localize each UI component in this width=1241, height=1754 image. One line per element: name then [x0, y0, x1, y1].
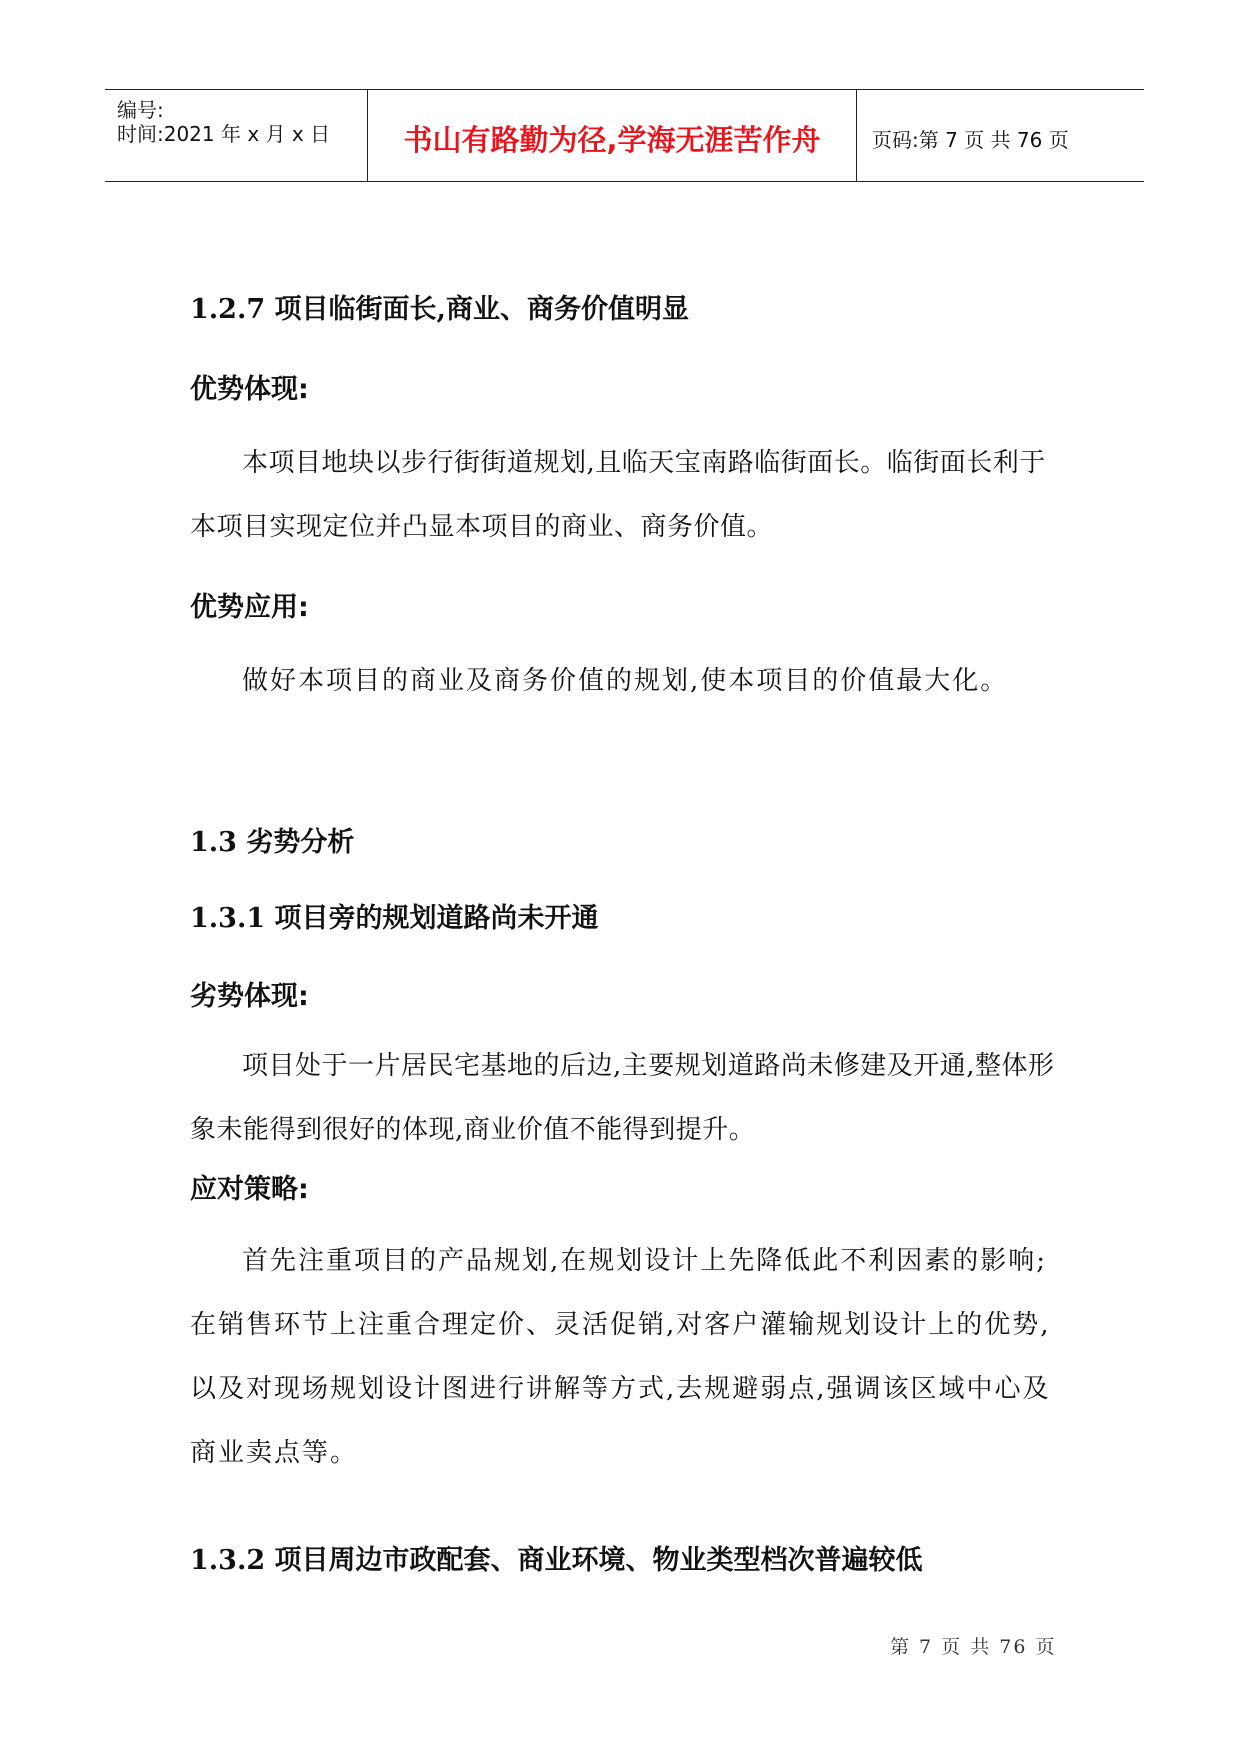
advantage-label: 优势体现: — [190, 374, 309, 405]
application-label: 优势应用: — [190, 592, 309, 623]
section-1-3-2-heading: 1.3.2 项目周边市政配套、商业环境、物业类型档次普遍较低 — [190, 1545, 923, 1576]
time-label: 时间:2021 年 x 月 x 日 — [117, 122, 331, 146]
strategy-label: 应对策略: — [190, 1174, 309, 1205]
disadvantage-label: 劣势体现: — [190, 981, 309, 1012]
header-page-number: 页码:第 7 页 共 76 页 — [872, 128, 1069, 152]
header-meta-cell — [105, 90, 368, 181]
header-page-cell — [857, 90, 1144, 181]
application-paragraph: 做好本项目的商业及商务价值的规划,使本项目的价值最大化。 — [242, 666, 1009, 696]
strategy-paragraph: 首先注重项目的产品规划,在规划设计上先降低此不利因素的影响;在销售环节上注重合理定价、灵活促销,对客户灌输规划设计上的优势,以及对现场规划设计图进行讲解等方式,去规避弱点,强调该区域中心及商业卖点等。 — [190, 1246, 1051, 1468]
section-1-2-7-heading: 1.2.7 项目临街面长,商业、商务价值明显 — [190, 294, 689, 325]
section-1-3-heading: 1.3 劣势分析 — [190, 827, 355, 858]
page-footer: 第 7 页 共 76 页 — [890, 1636, 1057, 1658]
section-1-3-1-heading: 1.3.1 项目旁的规划道路尚未开通 — [190, 903, 599, 934]
page-header — [105, 89, 1144, 182]
number-label: 编号: — [117, 98, 164, 122]
advantage-paragraph: 本项目地块以步行街街道规划,且临天宝南路临街面长。临街面长利于本项目实现定位并凸显本项目的商业、商务价值。 — [190, 448, 1046, 542]
header-motto: 书山有路勤为径,学海无涯苦作舟 — [403, 123, 821, 157]
disadvantage-paragraph: 项目处于一片居民宅基地的后边,主要规划道路尚未修建及开通,整体形象未能得到很好的体现,商业价值不能得到提升。 — [190, 1051, 1055, 1145]
header-motto-cell — [368, 90, 857, 181]
